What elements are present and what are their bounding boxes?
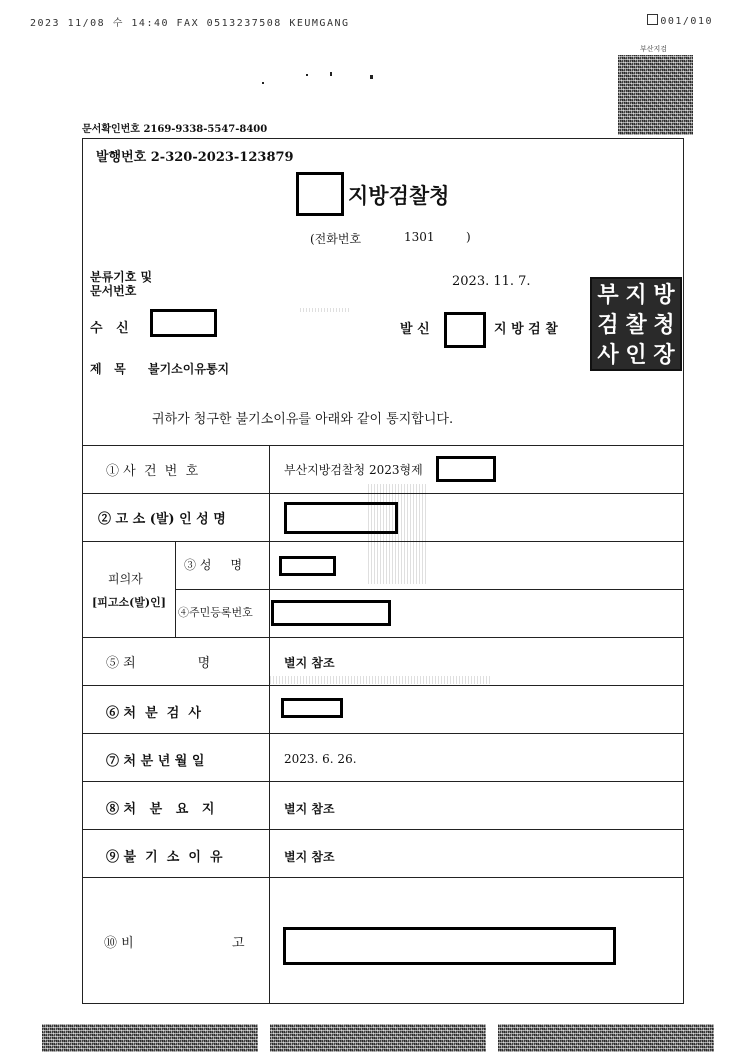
footer-barcode: [498, 1024, 714, 1052]
footer-barcode: [42, 1024, 258, 1052]
complainant-label: ② 고 소 (발) 인 성 명: [98, 512, 226, 527]
sender-label: 발 신: [400, 322, 430, 337]
column-divider: [175, 541, 176, 637]
scan-speck: [330, 72, 332, 76]
redacted-sender: [444, 312, 486, 348]
row-divider: [83, 685, 683, 686]
seal-char: 장: [653, 343, 675, 368]
subject-label: 제 목: [90, 362, 126, 376]
fax-page-number: 001/010: [660, 16, 713, 27]
redacted-case-number: [436, 456, 496, 482]
column-divider: [269, 445, 270, 1003]
case-number-label: ① 사 건 번 호: [106, 464, 199, 479]
classification-label: 분류기호 및: [90, 270, 153, 284]
seal-char: 인: [625, 343, 647, 368]
scan-speck: [370, 75, 373, 79]
fax-checkbox-icon: [647, 14, 658, 25]
recipient-label: 수 신: [90, 321, 129, 336]
suspect-name-label: ③ 성 명: [184, 558, 243, 572]
issue-number: 발행번호 2-320-2023-123879: [96, 150, 294, 165]
seal-char: 부: [597, 283, 619, 308]
seal-char: 검: [597, 313, 619, 338]
suspect-id-label: ④주민등록번호: [178, 606, 253, 619]
seal-char: 청: [653, 313, 675, 338]
row-divider: [83, 781, 683, 782]
seal-char: 지: [625, 283, 647, 308]
sender-office-suffix: 지 방 검 찰: [494, 322, 558, 337]
phone-number: 1301: [404, 230, 435, 244]
scan-noise: [270, 676, 490, 684]
footer-barcode: [270, 1024, 486, 1052]
redacted-prosecutor: [281, 698, 343, 718]
phone-label: (전화번호: [310, 232, 362, 246]
scan-noise: [300, 308, 350, 312]
scan-speck: [306, 74, 308, 76]
seal-char: 찰: [625, 313, 647, 338]
row-divider: [83, 877, 683, 878]
disposal-summary-value: 별지 참조: [284, 802, 335, 816]
remarks-label-end: 고: [232, 936, 245, 951]
row-divider: [83, 637, 683, 638]
document-confirm-number: 문서확인번호 2169-9338-5547-8400: [82, 124, 268, 135]
seal-char: 방: [653, 283, 675, 308]
intro-text: 귀하가 청구한 불기소이유를 아래와 같이 통지합니다.: [152, 412, 454, 427]
reason-value: 별지 참조: [284, 850, 335, 864]
phone-close: ): [466, 230, 471, 244]
fax-page-counter: [647, 14, 713, 27]
redacted-office-name: [296, 172, 344, 216]
issue-date: 2023. 11. 7.: [452, 274, 531, 289]
suspect-group-sublabel: [피고소(발)인]: [92, 596, 166, 609]
redacted-suspect-name: [279, 556, 336, 576]
seal-char: 사: [597, 343, 619, 368]
scan-noise: [368, 484, 428, 584]
subject: 불기소이유통지: [148, 362, 230, 376]
redacted-suspect-id: [271, 600, 391, 626]
scan-speck: [262, 82, 264, 84]
document-number-label: 문서번호: [90, 284, 137, 298]
disposal-date-value: 2023. 6. 26.: [284, 752, 357, 766]
verification-code-image: [618, 55, 693, 135]
prosecutor-label: ⑥ 처 분 검 사: [106, 706, 201, 721]
row-divider: [175, 589, 683, 590]
redacted-recipient: [150, 309, 217, 337]
charge-value: 별지 참조: [284, 656, 335, 670]
charge-label: ⑤ 죄 명: [106, 656, 211, 671]
office-title: 지방검찰청: [348, 183, 450, 208]
disposal-date-label: ⑦ 처 분 년 월 일: [106, 754, 205, 769]
disposal-summary-label: ⑧ 처 분 요 지: [106, 802, 215, 817]
fax-header: 2023 11/08 수 14:40 FAX 0513237508 KEUMGANG: [30, 18, 350, 29]
remarks-label: ⑩ 비: [104, 936, 134, 951]
official-seal: [590, 277, 682, 371]
row-divider: [83, 733, 683, 734]
seal-caption: 부산지검: [640, 45, 668, 53]
row-divider: [83, 445, 683, 446]
redacted-remarks: [283, 927, 616, 965]
suspect-group-label: 피의자: [108, 572, 143, 586]
reason-label: ⑨ 불 기 소 이 유: [106, 850, 223, 865]
row-divider: [83, 829, 683, 830]
case-number-value: 부산지방검찰청 2023형제: [284, 463, 423, 477]
